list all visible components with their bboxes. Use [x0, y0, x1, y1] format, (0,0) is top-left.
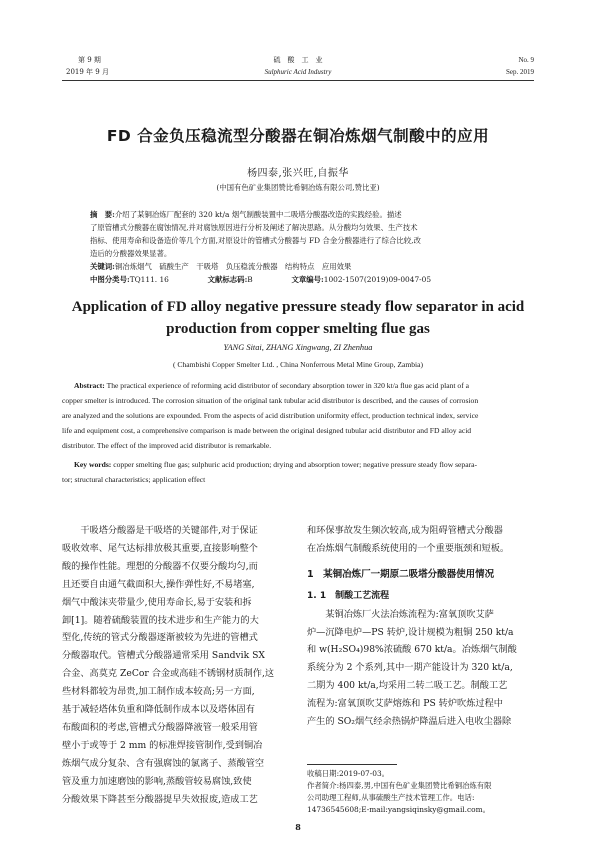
- page-number: 8: [295, 822, 301, 832]
- body-line: 烟气中酸沫夹带量少,使用寿命长,易于安装和拆: [62, 596, 252, 608]
- body-line: 二期为 400 kt/a,均采用二转二吸工艺。制酸工艺: [307, 680, 508, 692]
- body-line: 型化,传统的管式分酸器逐渐被较为先进的管槽式: [62, 632, 258, 644]
- article-no-label: 文章编号:: [291, 275, 324, 284]
- footnote-line: 收稿日期:2019-07-03。: [307, 769, 390, 778]
- body-line: 和 w(H₂SO₄)98%浓硫酸 670 kt/a。冶炼烟气制酸: [307, 644, 517, 656]
- body-line: 系统分为 2 个系列,其中一期产能设计为 320 kt/a,: [307, 662, 513, 674]
- body-line: 基于减轻塔体负重和降低制作成本以及塔体固有: [62, 704, 255, 716]
- abstract-en-line: The practical experience of reforming acid distributor of secondary absorption tower in 320 kt/a flue gas acid plant of a: [106, 381, 470, 390]
- paper-title-en-line: Application of FD alloy negative pressure steady flow separator in acid: [71, 299, 525, 315]
- abstract-en-line: copper smelter is introduced. The corrosion situation of the original tank tubular acid distributor is described, and the causes of corrosion: [62, 396, 479, 405]
- left-column: [62, 522, 296, 809]
- body-line: 流程为:富氧顶吹艾萨熔炼和 PS 转炉吹炼过程中: [307, 698, 503, 710]
- paper-title-en-line: production from copper smelting flue gas: [166, 321, 430, 337]
- body-line: 布酸面积的考虑,管槽式分酸器降液管一般采用管: [62, 721, 258, 733]
- body-line: 产生的 SO₂烟气经余热锅炉降温后进入电收尘器除: [307, 716, 512, 728]
- body-line: 合金、高莫克 ZeCor 合金或高硅不锈钢材质制作,这: [62, 668, 275, 680]
- abstract-cn-line: 指标、使用寿命和设备造价等几个方面,对原设计的管槽式分酸器与 FD 合金分酸器进行了综合比较,改: [90, 236, 421, 245]
- doc-code-value: B: [247, 275, 253, 284]
- abstract-cn-label: 摘 要:: [90, 210, 115, 219]
- abstract-en: [62, 378, 538, 487]
- body-line: 在冶炼烟气制酸系统使用的一个重要瓶颈和短板。: [307, 542, 510, 554]
- body-line: 卸[1]。随着硫酸装置的技术进步和生产能力的大: [62, 614, 259, 626]
- body-line: 炼烟气成分复杂、含有强腐蚀的氯离子、蒸酸管空: [62, 757, 265, 769]
- footnote-rule: [307, 764, 397, 765]
- header-issue-en: No. 9: [518, 56, 534, 64]
- footnote-line: 14736545608;E-mail:yangsiqinsky@gmail.com。: [307, 805, 491, 814]
- affiliation-cn: (中国有色矿业集团赞比希铜冶炼有限公司,赞比亚): [216, 183, 380, 192]
- section-heading: 1 某铜冶炼厂一期原二吸塔分酸器使用情况: [307, 568, 495, 580]
- body-line: 分酸效果下降甚至分酸器提早失效报废,造成工艺: [62, 793, 258, 805]
- abstract-en-line: distributor. The effect of the improved acid distributor is remarkable.: [62, 441, 272, 450]
- header-date-en: Sep. 2019: [506, 68, 534, 76]
- body-line: 炉—沉降电炉—PS 转炉,设计规模为粗铜 250 kt/a: [307, 626, 514, 638]
- abstract-en-line: life and equipment cost, a comprehensive comparison is made between the original designed tubular acid distributor and FD alloy acid: [62, 426, 472, 435]
- header-date-cn: 2019 年 9 月: [66, 68, 109, 76]
- body-line: 壁小于或等于 2 mm 的标准焊接管制作,受到铜冶: [62, 739, 263, 751]
- paper-title-en: [0, 296, 596, 340]
- authors-cn: 杨四泰,张兴旺,自振华: [247, 168, 349, 179]
- clc-value: TQ111. 16: [129, 275, 169, 284]
- body-line: 和环保事故发生频次较高,成为阻碍管槽式分酸器: [307, 525, 503, 536]
- abstract-cn-line: 介绍了某铜冶炼厂配套的 320 kt/a 烟气制酸装置中二吸塔分酸器改造的实践经验。描述: [114, 210, 402, 219]
- clc-label: 中图分类号:: [90, 275, 130, 284]
- keywords-en-label: Key words:: [74, 460, 112, 469]
- subsection-heading: 1. 1 制酸工艺流程: [307, 590, 390, 601]
- article-no-value: 1002-1507(2019)09-0047-05: [323, 275, 432, 284]
- body-line: 管及重力加速磨蚀的影响,蒸酸管较易腐蚀,致使: [62, 775, 252, 787]
- paper-title-cn: FD 合金负压稳流型分酸器在铜冶炼烟气制酸中的应用: [106, 127, 490, 145]
- header-rule: [62, 80, 534, 81]
- abstract-cn-line: 了原管槽式分酸器在腐蚀情况,并对腐蚀原因进行分析及阐述了解决思路。从分酸均匀效果、生产技术: [90, 223, 418, 232]
- header-journal-en: Sulphuric Acid Industry: [264, 68, 332, 76]
- footnote-line: 公司助理工程师,从事硫酸生产技术管理工作。电话:: [307, 793, 475, 802]
- body-line: 吸收效率、尾气达标排放极其重要,直接影响整个: [62, 542, 258, 554]
- abstract-en-label: Abstract:: [74, 381, 105, 390]
- body-line: 酸的操作性能。理想的分酸器不仅要分酸均匀,而: [62, 560, 258, 572]
- body-line: 且还要自由通气截面积大,操作弹性好,不易堵塞,: [62, 578, 255, 590]
- abstract-en-line: are analyzed and the solutions are expounded. From the aspects of acid distribution uniformity effect, production technical index, service: [62, 411, 479, 420]
- keywords-cn-label: 关键词:: [90, 262, 115, 271]
- abstract-cn-line: 造后的分酸器效果显著。: [90, 249, 172, 258]
- doc-code-label: 文献标志码:: [207, 275, 248, 284]
- header-issue-cn: 第 9 期: [78, 56, 101, 64]
- keywords-en-line: copper smelting flue gas; sulphuric acid production; drying and absorption tower; negative pressure steady flow separa-: [113, 460, 478, 469]
- header-journal-cn: 硫 酸 工 业: [273, 56, 323, 64]
- footnote: [307, 768, 543, 816]
- body-line: 干吸塔分酸器是干吸塔的关键部件,对于保证: [62, 525, 258, 536]
- body-line: 分酸器取代。管槽式分酸器通常采用 Sandvik SX: [62, 650, 265, 662]
- body-line: 些材料都较为昂贵,加工制作成本较高;另一方面,: [62, 686, 255, 698]
- keywords-en-line: tor; structural characteristics; application effect: [62, 475, 206, 484]
- affiliation-en: ( Chambishi Copper Smelter Ltd. , China Nonferrous Metal Mine Group, Zambia): [172, 360, 424, 369]
- authors-en: YANG Sitai, ZHANG Xingwang, ZI Zhenhua: [223, 343, 373, 352]
- body-line: 某铜冶炼厂火法冶炼流程为:富氧顶吹艾萨: [307, 608, 494, 620]
- keywords-cn: 铜冶炼烟气 硫酸生产 干吸塔 负压稳流分酸器 结构特点 应用效果: [114, 262, 352, 271]
- footnote-line: 作者简介:杨四泰,男,中国有色矿业集团赞比希铜冶炼有限: [307, 781, 492, 790]
- right-column: [307, 522, 541, 731]
- abstract-cn: [90, 208, 510, 286]
